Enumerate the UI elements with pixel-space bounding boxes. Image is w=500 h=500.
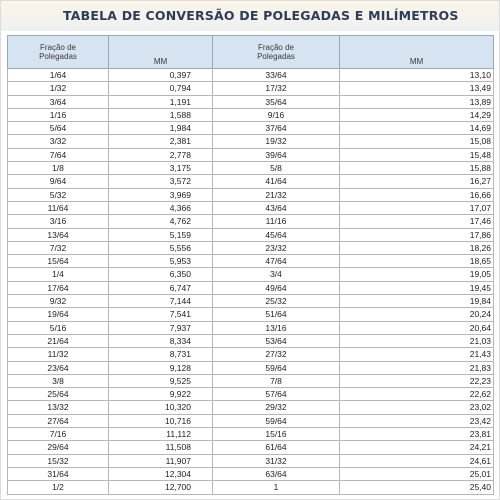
cell-mm-right: 17,46 [340,215,494,228]
header-fraction-line1: Fração de [39,42,77,52]
cell-mm-left: 6,747 [109,281,213,294]
cell-mm-right: 25,40 [340,481,494,494]
cell-mm-left: 5,556 [109,241,213,254]
cell-mm-left: 11,508 [109,441,213,454]
cell-fraction-left: 1/2 [8,481,109,494]
cell-fraction-left: 7/64 [8,148,109,161]
cell-fraction-right: 1 [213,481,340,494]
cell-fraction-left: 11/64 [8,201,109,214]
cell-mm-right: 21,83 [340,361,494,374]
cell-fraction-left: 9/64 [8,175,109,188]
cell-fraction-left: 13/64 [8,228,109,241]
cell-fraction-right: 21/32 [213,188,340,201]
cell-mm-right: 16,66 [340,188,494,201]
header-mm-right: MM [340,36,494,69]
table-header [8,36,494,69]
cell-fraction-left: 29/64 [8,441,109,454]
cell-mm-right: 21,43 [340,348,494,361]
cell-fraction-right: 33/64 [213,69,340,82]
cell-fraction-left: 3/64 [8,95,109,108]
cell-mm-right: 22,23 [340,374,494,387]
cell-mm-right: 19,84 [340,295,494,308]
cell-fraction-right: 31/32 [213,454,340,467]
cell-mm-right: 18,26 [340,241,494,254]
header-fraction-line2: Polegadas [257,52,295,61]
table-row [8,175,494,188]
header-mm-left: MM [109,36,213,69]
cell-fraction-left: 1/64 [8,69,109,82]
cell-fraction-right: 7/8 [213,374,340,387]
cell-mm-right: 23,81 [340,428,494,441]
cell-fraction-left: 27/64 [8,414,109,427]
cell-fraction-right: 53/64 [213,334,340,347]
table-row [8,361,494,374]
cell-fraction-right: 29/32 [213,401,340,414]
cell-mm-left: 1,984 [109,122,213,135]
header-row [8,36,494,69]
table-row [8,241,494,254]
cell-mm-left: 9,128 [109,361,213,374]
cell-fraction-right: 13/16 [213,321,340,334]
table-row [8,122,494,135]
table-row [8,348,494,361]
cell-mm-left: 5,159 [109,228,213,241]
cell-fraction-right: 35/64 [213,95,340,108]
cell-mm-right: 18,65 [340,255,494,268]
cell-mm-left: 7,144 [109,295,213,308]
table-row [8,188,494,201]
table-row [8,481,494,494]
cell-mm-left: 8,731 [109,348,213,361]
cell-fraction-left: 5/64 [8,122,109,135]
cell-mm-left: 2,778 [109,148,213,161]
cell-mm-right: 23,02 [340,401,494,414]
cell-mm-left: 0,794 [109,82,213,95]
cell-fraction-right: 3/4 [213,268,340,281]
table-row [8,401,494,414]
cell-mm-right: 17,86 [340,228,494,241]
cell-fraction-left: 1/8 [8,162,109,175]
table-row [8,201,494,214]
cell-fraction-right: 37/64 [213,122,340,135]
cell-fraction-left: 21/64 [8,334,109,347]
cell-fraction-left: 1/32 [8,82,109,95]
cell-mm-right: 16,27 [340,175,494,188]
table-row [8,388,494,401]
table-row [8,95,494,108]
cell-fraction-left: 15/64 [8,255,109,268]
cell-fraction-left: 19/64 [8,308,109,321]
cell-fraction-right: 17/32 [213,82,340,95]
cell-mm-right: 13,49 [340,82,494,95]
cell-mm-left: 5,953 [109,255,213,268]
cell-mm-left: 7,937 [109,321,213,334]
cell-fraction-right: 47/64 [213,255,340,268]
cell-mm-right: 20,64 [340,321,494,334]
table-row [8,321,494,334]
cell-mm-left: 11,907 [109,454,213,467]
cell-fraction-right: 63/64 [213,467,340,480]
cell-fraction-left: 15/32 [8,454,109,467]
cell-fraction-left: 31/64 [8,467,109,480]
header-fraction-line1: Fração de [257,42,295,52]
conversion-table [7,35,494,495]
cell-mm-left: 4,762 [109,215,213,228]
title-bar [1,1,499,31]
cell-fraction-right: 23/32 [213,241,340,254]
table-row [8,467,494,480]
cell-fraction-right: 41/64 [213,175,340,188]
cell-fraction-left: 5/16 [8,321,109,334]
cell-fraction-right: 45/64 [213,228,340,241]
cell-mm-left: 0,397 [109,69,213,82]
cell-fraction-left: 5/32 [8,188,109,201]
cell-mm-right: 21,03 [340,334,494,347]
cell-mm-left: 3,175 [109,162,213,175]
cell-fraction-left: 25/64 [8,388,109,401]
cell-fraction-left: 3/8 [8,374,109,387]
cell-mm-right: 24,21 [340,441,494,454]
cell-fraction-left: 11/32 [8,348,109,361]
cell-fraction-right: 15/16 [213,428,340,441]
cell-fraction-right: 27/32 [213,348,340,361]
header-fraction-line2: Polegadas [39,52,77,61]
table-row [8,148,494,161]
table-row [8,374,494,387]
cell-fraction-left: 9/32 [8,295,109,308]
cell-mm-right: 14,69 [340,122,494,135]
cell-mm-left: 9,525 [109,374,213,387]
cell-mm-left: 10,716 [109,414,213,427]
table-row [8,162,494,175]
table-row [8,295,494,308]
cell-fraction-left: 1/16 [8,108,109,121]
table-row [8,215,494,228]
cell-mm-right: 13,89 [340,95,494,108]
cell-mm-left: 7,541 [109,308,213,321]
cell-mm-right: 15,48 [340,148,494,161]
cell-fraction-left: 7/16 [8,428,109,441]
cell-mm-left: 12,304 [109,467,213,480]
cell-mm-left: 1,191 [109,95,213,108]
cell-fraction-left: 3/16 [8,215,109,228]
cell-fraction-left: 17/64 [8,281,109,294]
cell-mm-right: 17,07 [340,201,494,214]
cell-mm-left: 11,112 [109,428,213,441]
cell-fraction-right: 59/64 [213,361,340,374]
table-row [8,281,494,294]
cell-fraction-left: 7/32 [8,241,109,254]
page-title: TABELA DE CONVERSÃO DE POLEGADAS E MILÍMETROS [63,8,459,23]
table-row [8,308,494,321]
cell-mm-right: 24,61 [340,454,494,467]
cell-fraction-right: 49/64 [213,281,340,294]
table-row [8,334,494,347]
cell-fraction-right: 59/64 [213,414,340,427]
cell-mm-right: 13,10 [340,69,494,82]
header-fraction-left [8,36,109,69]
cell-fraction-left: 3/32 [8,135,109,148]
table-row [8,82,494,95]
cell-fraction-left: 23/64 [8,361,109,374]
table-row [8,108,494,121]
cell-fraction-right: 5/8 [213,162,340,175]
cell-mm-right: 22,62 [340,388,494,401]
cell-fraction-right: 57/64 [213,388,340,401]
cell-fraction-right: 19/32 [213,135,340,148]
cell-mm-left: 3,572 [109,175,213,188]
cell-mm-left: 10,320 [109,401,213,414]
table-row [8,441,494,454]
cell-mm-left: 6,350 [109,268,213,281]
cell-fraction-left: 1/4 [8,268,109,281]
cell-mm-left: 9,922 [109,388,213,401]
table-row [8,268,494,281]
cell-fraction-right: 9/16 [213,108,340,121]
table-row [8,135,494,148]
cell-fraction-right: 11/16 [213,215,340,228]
cell-mm-left: 8,334 [109,334,213,347]
cell-mm-right: 19,45 [340,281,494,294]
table-body [8,69,494,495]
cell-mm-right: 15,08 [340,135,494,148]
table-row [8,228,494,241]
cell-mm-left: 12,700 [109,481,213,494]
table-row [8,255,494,268]
header-fraction-right [213,36,340,69]
table-row [8,414,494,427]
cell-mm-right: 23,42 [340,414,494,427]
cell-fraction-right: 25/32 [213,295,340,308]
cell-mm-right: 15,88 [340,162,494,175]
cell-fraction-right: 51/64 [213,308,340,321]
table-row [8,69,494,82]
cell-mm-left: 3,969 [109,188,213,201]
cell-mm-left: 4,366 [109,201,213,214]
cell-mm-right: 20,24 [340,308,494,321]
cell-mm-left: 1,588 [109,108,213,121]
cell-mm-right: 25,01 [340,467,494,480]
cell-mm-left: 2,381 [109,135,213,148]
cell-fraction-right: 39/64 [213,148,340,161]
cell-fraction-right: 61/64 [213,441,340,454]
cell-mm-right: 19,05 [340,268,494,281]
cell-mm-right: 14,29 [340,108,494,121]
table-row [8,454,494,467]
cell-fraction-left: 13/32 [8,401,109,414]
cell-fraction-right: 43/64 [213,201,340,214]
table-row [8,428,494,441]
